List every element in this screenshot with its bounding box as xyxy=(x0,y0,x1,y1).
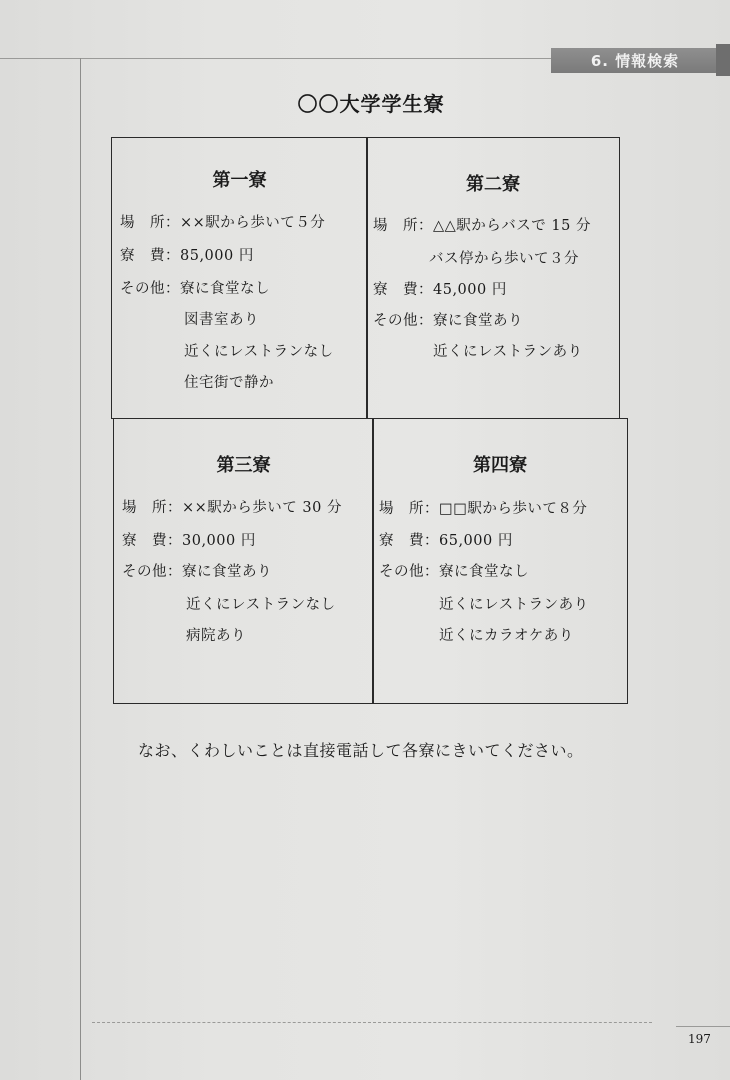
dorm-location: 場 所：□□駅から歩いて８分 xyxy=(379,501,588,517)
dorm-other-detail: 図書室あり xyxy=(184,312,259,328)
section-badge-tab xyxy=(716,44,730,76)
dorm-other-detail: 近くにカラオケあり xyxy=(439,628,574,644)
page-title: 〇〇大学学生寮 xyxy=(297,92,445,116)
dorm-fee: 寮 費：30,000 円 xyxy=(122,533,256,549)
dorm-fee: 寮 費：65,000 円 xyxy=(379,533,513,549)
dorm-fee: 寮 費：45,000 円 xyxy=(373,282,507,298)
dorm-cell-3 xyxy=(113,418,374,704)
dorm-location-detail: バス停から歩いて３分 xyxy=(429,251,579,267)
dorm-other-detail: 近くにレストランなし xyxy=(186,597,336,613)
note-text: なお、くわしいことは直接電話して各寮にきいてください。 xyxy=(138,741,584,760)
dorm-other: その他：寮に食堂あり xyxy=(122,564,272,580)
dorm-other-detail: 近くにレストランあり xyxy=(439,597,589,613)
footer-rule xyxy=(676,1026,730,1027)
dorm-other-detail: 病院あり xyxy=(186,628,246,644)
dorm-cell-4 xyxy=(372,418,628,704)
dorm-location: 場 所：××駅から歩いて５分 xyxy=(120,215,326,231)
dorm-name: 第一寮 xyxy=(212,170,267,191)
dorm-fee: 寮 費：85,000 円 xyxy=(120,248,254,264)
header-rule xyxy=(0,58,560,59)
dorm-cell-2 xyxy=(366,137,620,419)
dorm-other-detail: 近くにレストランなし xyxy=(184,344,334,360)
dorm-other-detail: 住宅街で静か xyxy=(184,375,274,391)
dorm-location: 場 所：××駅から歩いて 30 分 xyxy=(122,500,342,516)
dorm-other: その他：寮に食堂なし xyxy=(379,564,529,580)
margin-rule xyxy=(80,58,81,1080)
footer-dashed-rule xyxy=(92,1022,652,1023)
dorm-name: 第四寮 xyxy=(473,455,527,476)
dorm-name: 第二寮 xyxy=(466,174,520,195)
section-badge: 6. 情報検索 xyxy=(551,48,719,73)
dorm-cell-1 xyxy=(111,137,368,419)
page-number: 197 xyxy=(688,1032,711,1046)
dorm-other: その他：寮に食堂なし xyxy=(120,281,270,297)
dorm-location: 場 所：△△駅からバスで 15 分 xyxy=(373,218,591,234)
dorm-other: その他：寮に食堂あり xyxy=(373,313,523,329)
dorm-name: 第三寮 xyxy=(216,455,271,476)
dorm-other-detail: 近くにレストランあり xyxy=(433,344,583,360)
